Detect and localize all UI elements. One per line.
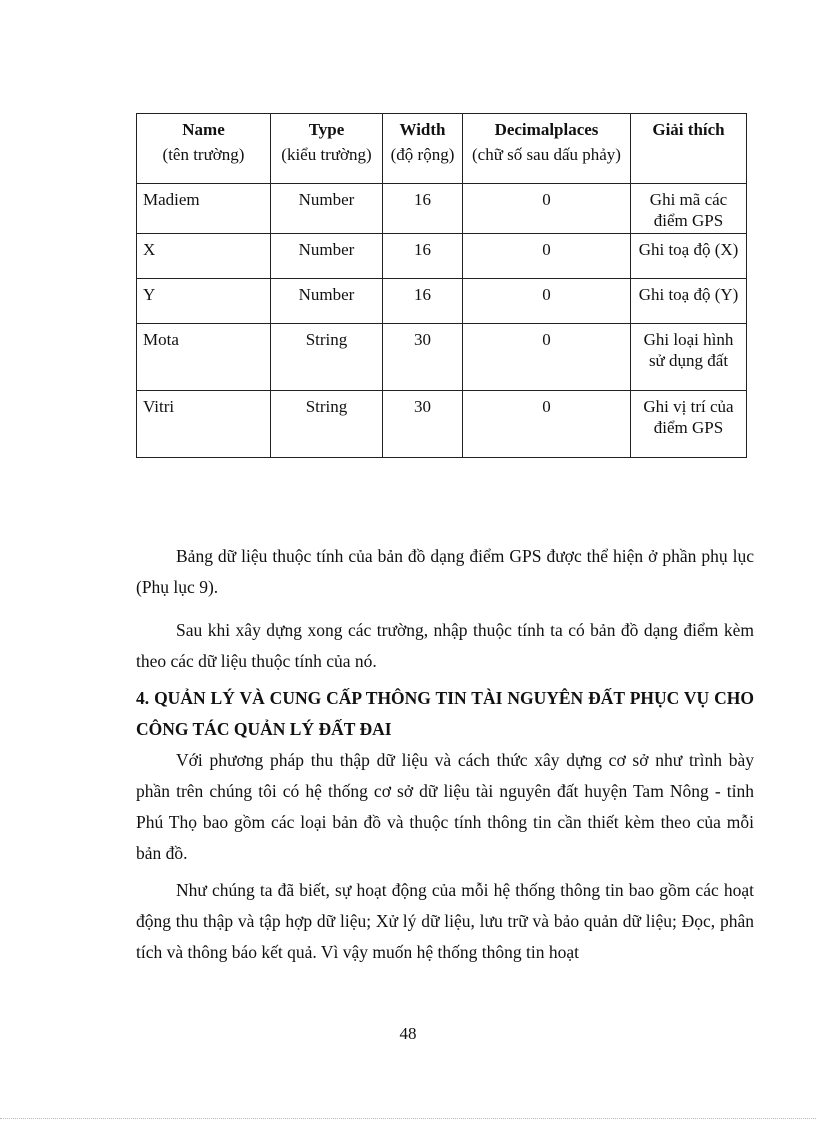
table-row (137, 279, 747, 324)
cell-note: Ghi toạ độ (Y) (631, 279, 747, 324)
header-name: Name (tên trường) (137, 114, 271, 184)
cell-width: 16 (383, 279, 463, 324)
cell-decimal: 0 (463, 184, 631, 234)
cell-type: Number (271, 234, 383, 279)
table-row (137, 184, 747, 234)
cell-width: 16 (383, 234, 463, 279)
cell-name: Vitri (137, 391, 271, 458)
cell-name: Madiem (137, 184, 271, 234)
cell-decimal: 0 (463, 234, 631, 279)
cell-width: 16 (383, 184, 463, 234)
paragraph-after-fields: Sau khi xây dựng xong các trường, nhập thuộc tính ta có bản đồ dạng điểm kèm theo các dữ liệu thuộc tính của nó. (136, 620, 754, 671)
table-row (137, 234, 747, 279)
cell-type: String (271, 324, 383, 391)
cell-decimal: 0 (463, 391, 631, 458)
cell-name: Y (137, 279, 271, 324)
paragraph-methods: Với phương pháp thu thập dữ liệu và cách thức xây dựng cơ sở như trình bày phần trên chúng tôi có hệ thống cơ sở dữ liệu tài nguyên đất huyện Tam Nông - tỉnh Phú Thọ bao gồm các loại bản đồ và thuộc tính thông tin cần thiết kèm theo của mỗi bản đồ. (136, 750, 754, 863)
cell-type: Number (271, 279, 383, 324)
cell-width: 30 (383, 324, 463, 391)
table-row (137, 391, 747, 458)
cell-type: String (271, 391, 383, 458)
cell-note: Ghi toạ độ (X) (631, 234, 747, 279)
paragraph-appendix-note: Bảng dữ liệu thuộc tính của bản đồ dạng điểm GPS được thể hiện ở phần phụ lục (Phụ lục 9). (136, 546, 754, 597)
header-width: Width (độ rộng) (383, 114, 463, 184)
page-bottom-divider (0, 1118, 816, 1119)
section-heading: 4. QUẢN LÝ VÀ CUNG CẤP THÔNG TIN TÀI NGUYÊN ĐẤT PHỤC VỤ CHO CÔNG TÁC QUẢN LÝ ĐẤT ĐAI (136, 688, 754, 739)
cell-name: Mota (137, 324, 271, 391)
header-decimalplaces: Decimalplaces (chữ số sau dấu phảy) (463, 114, 631, 184)
attribute-fields-table (136, 113, 747, 458)
cell-decimal: 0 (463, 324, 631, 391)
paragraph-information-system: Như chúng ta đã biết, sự hoạt động của mỗi hệ thống thông tin bao gồm các hoạt động thu thập và tập hợp dữ liệu; Xử lý dữ liệu, lưu trữ và bảo quản dữ liệu; Đọc, phân tích và thông báo kết quả. Vì vậy muốn hệ thống thông tin hoạt (136, 880, 754, 962)
header-explanation: Giải thích (631, 114, 747, 184)
cell-name: X (137, 234, 271, 279)
cell-note: Ghi mã các điểm GPS (631, 184, 747, 234)
cell-type: Number (271, 184, 383, 234)
page-number: 48 (399, 1024, 417, 1043)
header-type: Type (kiểu trường) (271, 114, 383, 184)
table-row (137, 324, 747, 391)
cell-note: Ghi vị trí của điểm GPS (631, 391, 747, 458)
cell-decimal: 0 (463, 279, 631, 324)
cell-width: 30 (383, 391, 463, 458)
cell-note: Ghi loại hình sử dụng đất (631, 324, 747, 391)
table-header-row (137, 114, 747, 184)
